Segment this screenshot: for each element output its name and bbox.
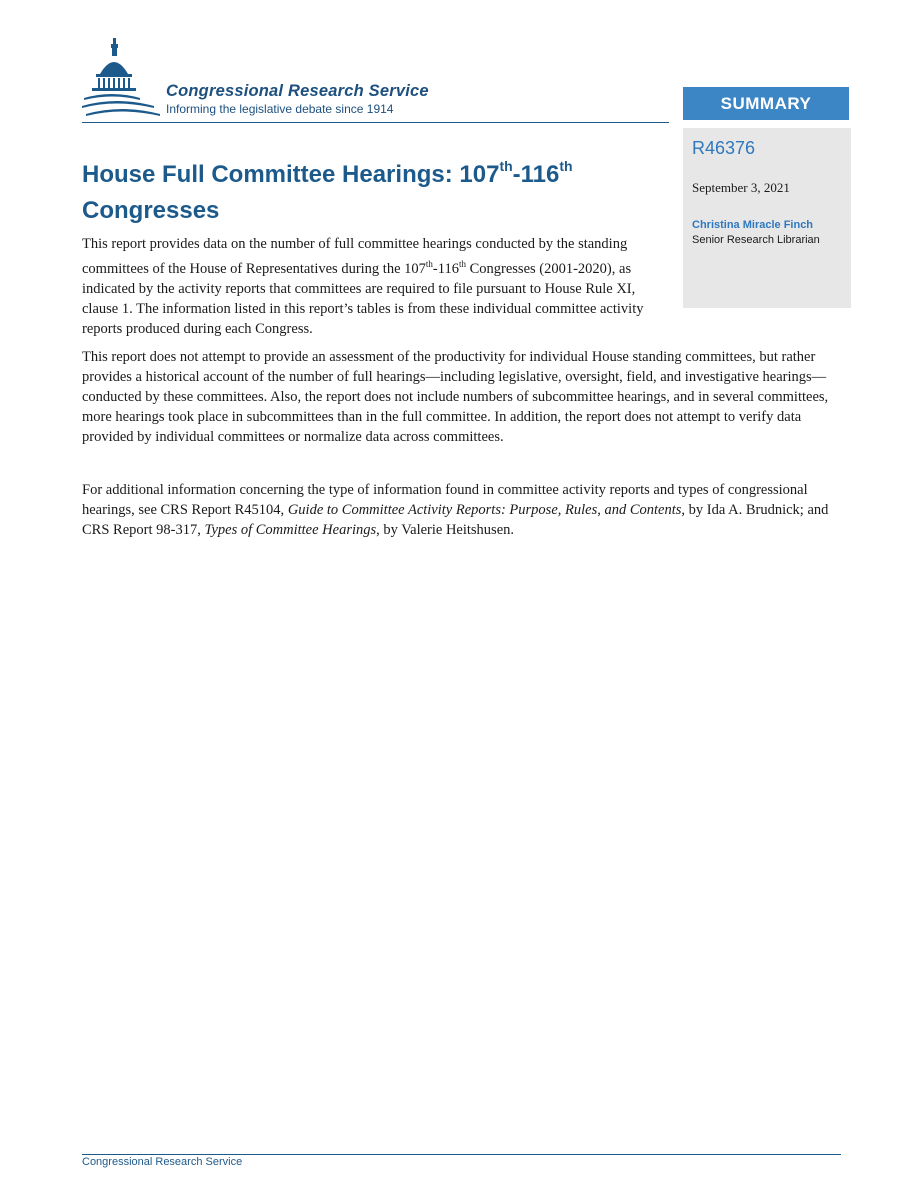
summary-paragraph-3: For additional information concerning the type of information found in committee activity reports and types of congressional hearings, see CRS Report R45104, Guide to Committee Activity Reports: Purpose, Rules, and Contents, by Ida A. Brudnick; and CRS Report 98-317, Types of Committee Hearings, by Valerie Heitshusen.	[82, 482, 829, 538]
author-title: Senior Research Librarian	[692, 234, 820, 246]
org-name: Congressional Research Service	[166, 82, 429, 100]
header-divider	[82, 122, 669, 123]
summary-paragraph-1: This report provides data on the number of full committee hearings conducted by the standing committees of the House of Representatives during the 107th-116th Congresses (2001-2020), as indicated by the activity reports that committees are required to file pursuant to House Rule XI, clause 1. The information listed in this report’s tables is from these individual committee activity reports produced during each Congress.	[82, 236, 644, 337]
capitol-dome-logo	[82, 36, 162, 120]
report-link-types[interactable]: Types of Committee Hearings	[204, 522, 377, 538]
report-info-panel	[683, 128, 851, 308]
org-tagline: Informing the legislative debate since 1914	[166, 102, 394, 116]
summary-paragraph-2: This report does not attempt to provide an assessment of the productivity for individual House standing committees, but rather provides a historical account of the number of full hearings—including legislative, oversight, field, and investigative hearings—conducted by these committees. Also, the report does not include numbers of subcommittee hearings, and in several committees, more hearings took place in subcommittees than in the full committee. In addition, the report does not attempt to verify data provided by individual committees or normalize data across committees.	[82, 349, 829, 445]
summary-label: SUMMARY	[683, 87, 849, 120]
report-date: September 3, 2021	[692, 180, 790, 195]
author-name: Christina Miracle Finch	[692, 219, 814, 231]
report-number: R46376	[692, 138, 756, 158]
footer-divider	[82, 1154, 841, 1155]
page-title: House Full Committee Hearings: 107th-116th Congresses	[82, 158, 573, 224]
footer-org-name: Congressional Research Service	[82, 1156, 243, 1168]
report-link-guide[interactable]: Guide to Committee Activity Reports: Purpose, Rules, and Contents	[287, 502, 682, 518]
